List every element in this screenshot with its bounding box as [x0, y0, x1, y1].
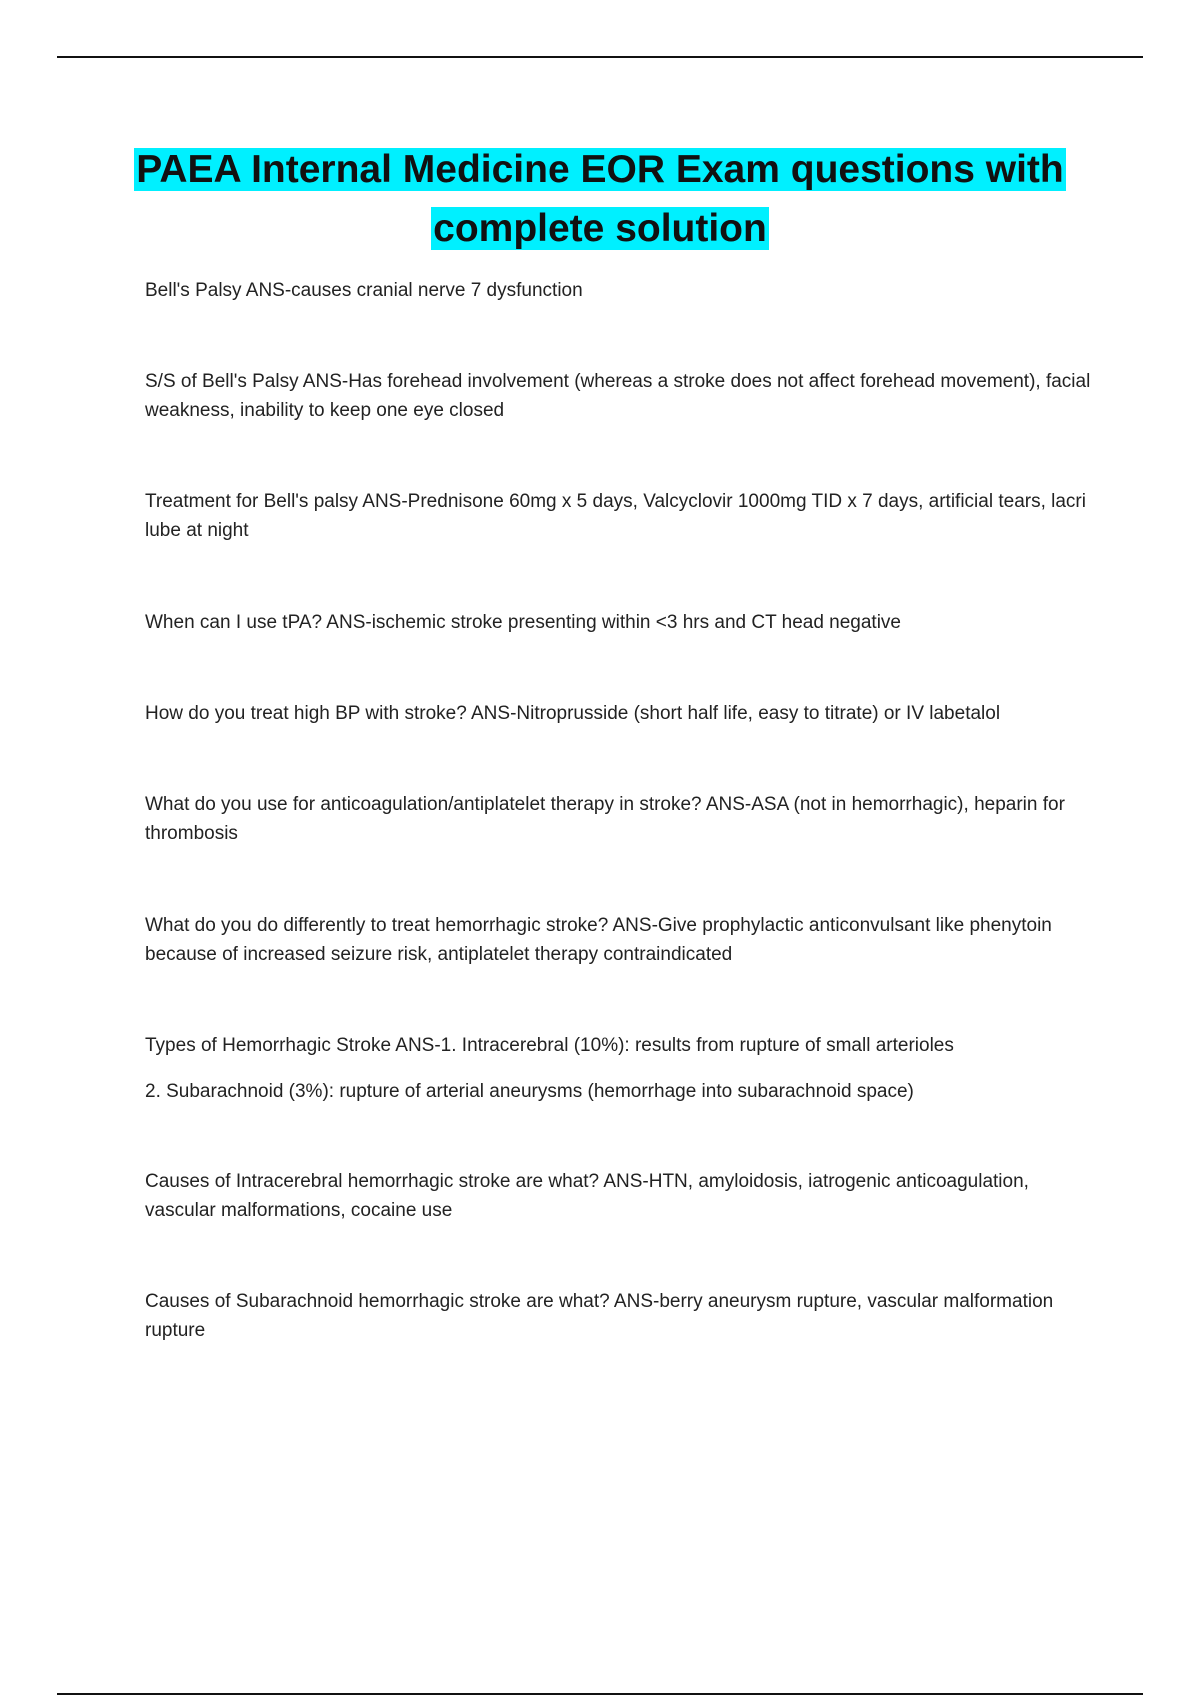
qa-item: Treatment for Bell's palsy ANS-Prednisone 60mg x 5 days, Valcyclovir 1000mg TID x 7 days, artificial tears, lacri lube at night: [145, 491, 1086, 541]
qa-item-continuation: 2. Subarachnoid (3%): rupture of arterial aneurysms (hemorrhage into subarachnoid space): [145, 1081, 914, 1102]
qa-item-text: Types of Hemorrhagic Stroke ANS-1. Intracerebral (10%): results from rupture of small arterioles: [145, 1035, 954, 1056]
qa-item: S/S of Bell's Palsy ANS-Has forehead involvement (whereas a stroke does not affect forehead movement), facial weakness, inability to keep one eye closed: [145, 371, 1091, 421]
document-title: [100, 140, 1100, 258]
qa-item: What do you use for anticoagulation/antiplatelet therapy in stroke? ANS-ASA (not in hemorrhagic), heparin for thrombosis: [145, 794, 1065, 844]
qa-item: Causes of Subarachnoid hemorrhagic stroke are what? ANS-berry aneurysm rupture, vascular malformation rupture: [145, 1291, 1054, 1341]
qa-item: Bell's Palsy ANS-causes cranial nerve 7 dysfunction: [145, 280, 583, 301]
qa-item: How do you treat high BP with stroke? ANS-Nitroprusside (short half life, easy to titrate) or IV labetalol: [145, 703, 1001, 724]
qa-item: When can I use tPA? ANS-ischemic stroke presenting within <3 hrs and CT head negative: [145, 612, 902, 633]
qa-item: [145, 1031, 1095, 1106]
qa-item: Causes of Intracerebral hemorrhagic stroke are what? ANS-HTN, amyloidosis, iatrogenic anticoagulation, vascular malformations, cocaine use: [145, 1171, 1029, 1221]
qa-item: What do you do differently to treat hemorrhagic stroke? ANS-Give prophylactic anticonvulsant like phenytoin because of increased seizure risk, antiplatelet therapy contraindicated: [145, 915, 1052, 965]
top-divider: [57, 56, 1143, 58]
title-line-2: complete solution: [433, 207, 767, 250]
title-line-1: PAEA Internal Medicine EOR Exam questions with: [136, 148, 1064, 191]
bottom-divider: [57, 1693, 1143, 1695]
